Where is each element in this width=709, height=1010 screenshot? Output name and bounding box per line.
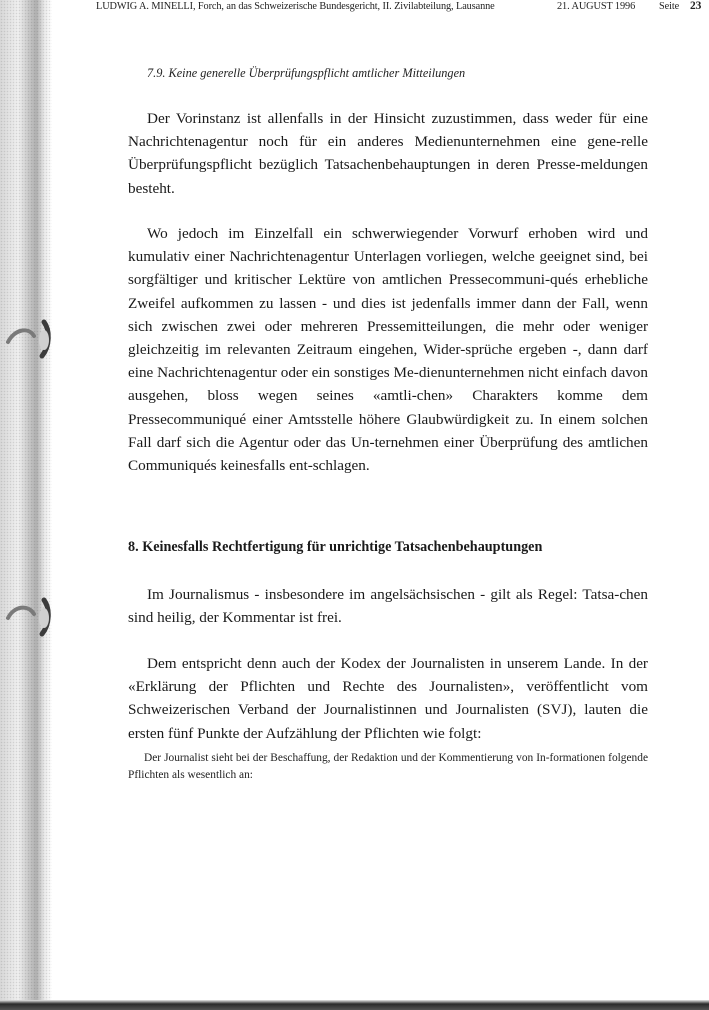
paragraph: Im Journalismus - insbesondere im angelsächsischen - gilt als Regel: Tatsa-chen sind heilig, der Kommentar ist frei. bbox=[128, 586, 648, 627]
header-date: 21. AUGUST 1996 bbox=[557, 1, 636, 12]
binding-texture bbox=[0, 0, 52, 1010]
page-bottom-edge bbox=[0, 1000, 709, 1010]
paragraph: Wo jedoch im Einzelfall ein schwerwiegender Vorwurf erhoben wird und kumulativ einer Nachrichtenagentur Unterlagen vorliegen, welche geeignet sind, bei sorgfältiger und kritischer Lektüre von amtlichen Pressecommuni-qués erhebliche Zweifel aufkommen zu lassen - und dies ist jedenfalls immer dann der Fall, wenn sich zwischen zwei oder mehreren Pressemitteilungen, die mehr oder weniger gleichzeitig im relevanten Zeitraum eingehen, Wider-sprüche ergeben -, dann darf eine Nachrichtenagentur oder ein sonstiges Me-dienunternehmen nicht einfach davon ausgehen, bloss wegen seines «amtli-chen» Charakters komme dem Pressecommuniqué einer Amtsstelle höhere Glaubwürdigkeit zu. In einem solchen Fall darf sich die Agentur oder das Un-ternehmen einer Überprüfung des amtlichen Communiqués keinesfalls ent-schlagen. bbox=[128, 225, 648, 475]
paragraph: Dem entspricht denn auch der Kodex der Journalisten in unserem Lande. In der «Erklärung der Pflichten und Rechte des Journalisten», veröffentlicht vom Schweizerischen Verband der Journalistinnen und Journalisten (SVJ), lauten die ersten fünf Punkte der Aufzählung der Pflichten wie folgt: bbox=[128, 655, 648, 742]
binder-ring-icon bbox=[4, 316, 62, 360]
binder-ring-icon bbox=[4, 596, 62, 640]
section-heading-7-9: 7.9. Keine generelle Überprüfungspflicht amtlicher Mitteilungen bbox=[147, 66, 466, 80]
quoted-text: Der Journalist sieht bei der Beschaffung, der Redaktion und der Kommentierung von In-formationen folgende Pflichten als wesentlich an: bbox=[128, 752, 648, 781]
header-author: LUDWIG A. MINELLI, Forch, an das Schweizerische Bundesgericht, II. Zivilabteilung, Lausanne bbox=[96, 1, 495, 12]
header-page-label: Seite bbox=[659, 1, 680, 12]
running-header bbox=[96, 1, 708, 15]
paragraph: Der Vorinstanz ist allenfalls in der Hinsicht zuzustimmen, dass weder für eine Nachrichtenagentur noch für ein anderes Medienunternehmen eine gene-relle Überprüfungspflicht bezüglich Tatsachenbehauptungen in deren Presse-meldungen besteht. bbox=[128, 110, 648, 197]
section-heading-8: 8. Keinesfalls Rechtfertigung für unrichtige Tatsachenbehauptungen bbox=[128, 539, 543, 555]
header-page-number: 23 bbox=[690, 0, 702, 12]
